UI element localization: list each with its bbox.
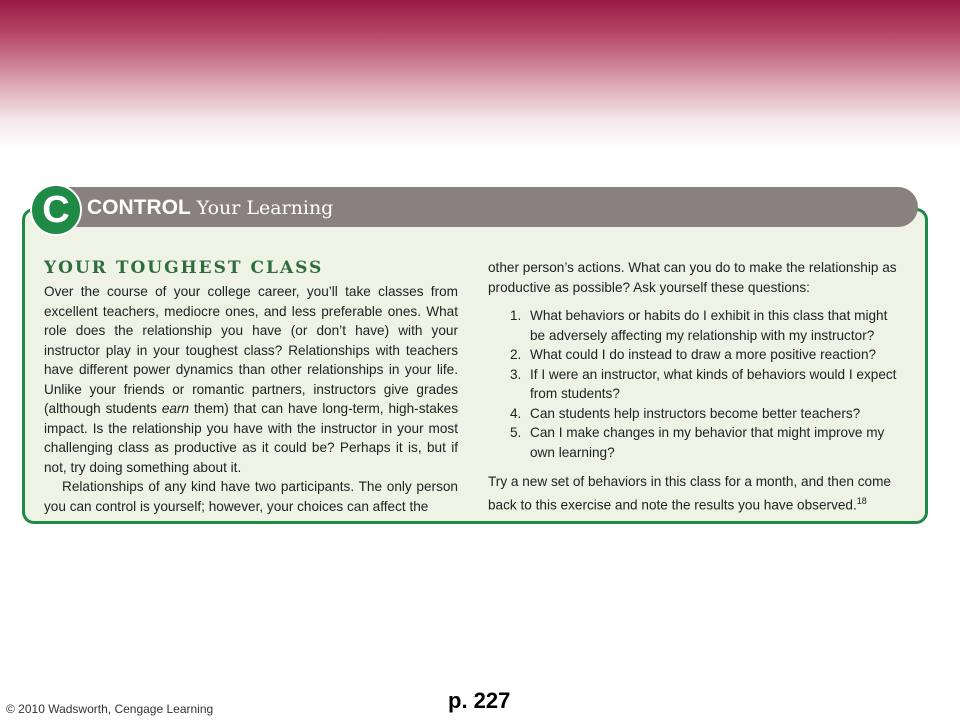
top-banner (0, 0, 960, 150)
right-column (488, 258, 906, 515)
left-paragraph-1: Over the course of your college career, you’ll take classes from excellent teachers, mediocre ones, and less preferable ones. What role does the relationship you have (or don’t have) with your instructor play in your toughest class? Relationships with teachers have different power dynamics than other relationships in your life. Unlike your friends or romantic partners, instructors give grades (although students earn them) that can have long-term, high-stakes impact. Is the relationship you have with the instructor in your most challenging class as productive as it could be? Perhaps it is, but if not, try doing something about it. (44, 284, 458, 475)
question-number: 4. (510, 405, 522, 421)
question-text: If I were an instructor, what kinds of behaviors would I expect from students? (530, 366, 897, 401)
copyright-notice: © 2010 Wadsworth, Cengage Learning (6, 702, 214, 716)
questions-list (488, 306, 906, 462)
question-text: Can I make changes in my behavior that might improve my own learning? (530, 425, 885, 460)
closing-paragraph (488, 472, 906, 515)
question-item (488, 404, 906, 424)
left-column (44, 282, 458, 516)
question-number: 2. (510, 347, 522, 362)
question-item (488, 345, 906, 365)
right-intro: other person’s actions. What can you do to make the relationship as productive as possible? Ask yourself these questions: (488, 260, 897, 295)
control-c-badge: C (30, 184, 82, 236)
question-text: Can students help instructors become better teachers? (530, 405, 861, 421)
question-item (488, 423, 906, 462)
question-text: What behaviors or habits do I exhibit in this class that might be adversely affecting my relationship with my instructor? (530, 308, 888, 343)
closing-text: Try a new set of behaviors in this class for a month, and then come back to this exercise and note the results you have observed. (488, 474, 891, 513)
question-item (488, 365, 906, 404)
question-item (488, 306, 906, 345)
emphasis-earn: earn (161, 401, 190, 416)
question-number: 3. (510, 366, 522, 382)
section-heading: YOUR TOUGHEST CLASS (44, 258, 324, 278)
page-number: p. 227 (448, 688, 511, 713)
question-text: What could I do instead to draw a more positive reaction? (530, 347, 877, 362)
footnote-marker: 18 (856, 495, 867, 506)
header-title-bold: CONTROL (87, 196, 191, 219)
left-paragraph-2: Relationships of any kind have two participants. The only person you can control is yourself; however, your choices can affect the (44, 479, 458, 514)
box-header-title (87, 193, 333, 223)
question-number: 5. (510, 425, 522, 440)
question-number: 1. (510, 308, 522, 323)
header-title-rest: Your Learning (196, 197, 334, 219)
